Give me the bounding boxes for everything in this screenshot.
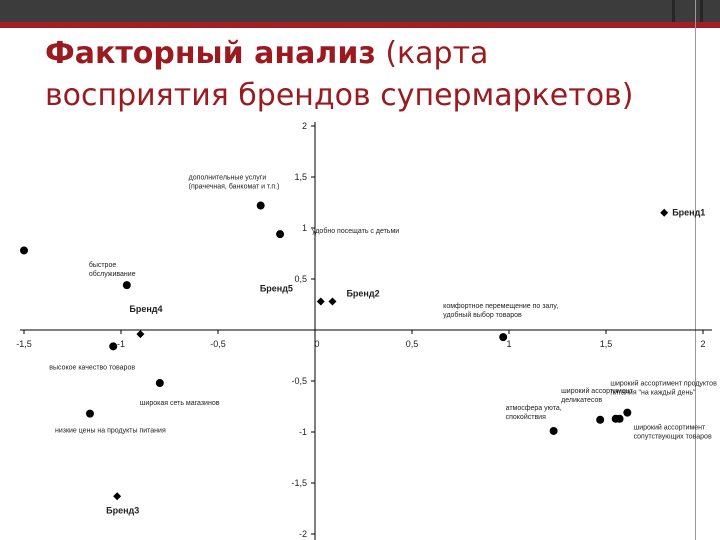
attribute-point-marker (156, 379, 164, 387)
attribute-point-marker (123, 281, 131, 289)
attribute-point-label: низкие цены на продукты питания (54, 427, 166, 435)
attribute-point-label: атмосфера уюта, спокойствия (505, 404, 562, 421)
attribute-point-marker (86, 410, 94, 418)
brand-point-marker (136, 330, 144, 338)
slide-title-bold: Факторный анализ (45, 36, 376, 71)
attribute-point-label: широкий ассортимент деликатесов (561, 387, 633, 404)
brand-point-label: Бренд2 (346, 288, 380, 299)
y-tick-label: 2 (301, 121, 307, 131)
y-tick-label: 1 (301, 223, 307, 233)
x-tick-label: -0,5 (210, 339, 226, 349)
x-tick-label: 0 (314, 339, 320, 349)
attribute-point-label: удобно посещать с детьми (312, 228, 400, 236)
attribute-point-marker (550, 427, 558, 435)
brand-point-marker (328, 297, 336, 305)
brand-point-label: Бренд3 (106, 505, 140, 516)
x-tick-label: 1 (506, 339, 512, 349)
attribute-point-label: комфортное перемещение по залу, удобный выбор товаров (443, 303, 559, 320)
y-tick-label: -1 (298, 427, 307, 437)
attribute-point-label: дополнительные услуги (прачечная, банкомат и т.п.) (188, 174, 280, 191)
attribute-point-label: широкий ассортимент продуктов питания "на каждый день" (610, 380, 717, 397)
x-tick-label: 1,5 (599, 339, 613, 349)
chart-marks (20, 202, 668, 501)
y-tick-label: -0,5 (291, 376, 307, 386)
attribute-point-marker (596, 416, 604, 424)
attribute-point-marker (109, 342, 117, 350)
slide-title-rest: (карта восприятия брендов супермаркетов) (45, 36, 634, 113)
attribute-point-label: быстрое обслуживание (88, 262, 136, 279)
attribute-point-marker (616, 415, 624, 423)
attribute-point-marker (623, 409, 631, 417)
y-tick-label: 0,5 (294, 274, 307, 284)
brand-point-marker (113, 492, 121, 500)
attribute-point-marker (257, 202, 265, 210)
x-tick-label: -1 (116, 339, 126, 349)
attribute-point-label: широкая сеть магазинов (139, 400, 220, 408)
brand-point-marker (317, 297, 325, 305)
brand-point-label: Бренд5 (259, 283, 293, 294)
y-tick-label: 1,5 (294, 172, 307, 182)
y-tick-label: -2 (298, 529, 307, 539)
attribute-point-marker (276, 230, 284, 238)
brand-point-label: Бренд1 (672, 207, 706, 218)
brand-point-label: Бренд4 (129, 304, 163, 315)
y-tick-label: -1,5 (291, 478, 307, 488)
brand-point-marker (660, 209, 668, 217)
attribute-point-marker (499, 333, 507, 341)
chart-axes (20, 122, 712, 540)
x-tick-label: 2 (700, 339, 706, 349)
x-tick-label: -1,5 (16, 339, 32, 349)
attribute-point-label: широкий ассортимент сопутствующих товаров (633, 424, 712, 441)
attribute-point-marker (20, 246, 28, 254)
attribute-point-label: высокое качество товаров (49, 364, 136, 372)
x-tick-label: 0,5 (405, 339, 419, 349)
